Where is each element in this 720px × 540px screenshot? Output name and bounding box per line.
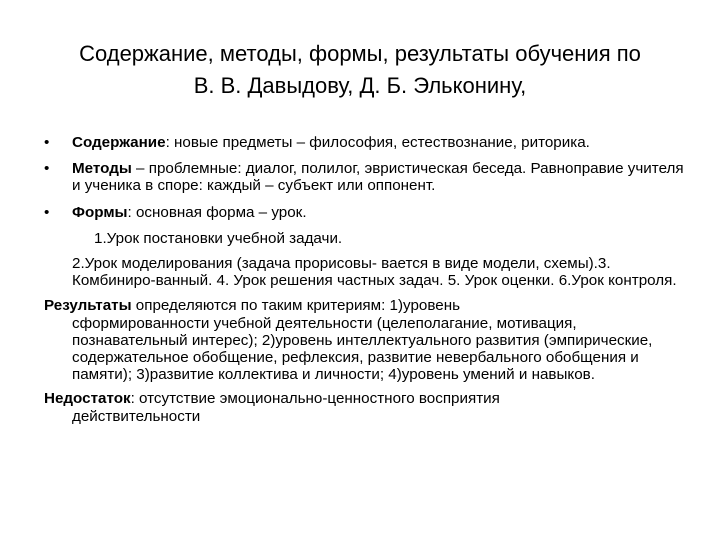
bullet-icon: • <box>44 203 50 221</box>
forms-line-1-text: 1.Урок постановки учебной задачи. <box>94 229 343 247</box>
title-line-2: В. В. Давыдову, Д. Б. Эльконину, <box>193 73 527 98</box>
bullet-content <box>44 134 684 151</box>
bullet-methods <box>44 160 684 194</box>
shortcoming-paragraph <box>44 390 684 424</box>
results-first-line: определяются по таким критериям: 1)уровень <box>131 297 460 315</box>
bullet-icon: • <box>44 160 50 178</box>
content-text: : новые предметы – философия, естествознание, риторика. <box>165 134 590 151</box>
slide-body <box>44 134 684 432</box>
forms-line-2: 2.Урок моделирования (задача прорисовы- вается в виде модели, схемы).3. Комбиниро-ванный. 4. Урок решения частных задач. 5. Урок оценки. 6.Урок контроля. <box>72 255 677 290</box>
shortcoming-label: Недостаток <box>44 390 131 408</box>
results-label: Результаты <box>44 297 132 315</box>
methods-text: – проблемные: диалог, полилог, эвристическая беседа. Равноправие учителя и ученика в споре: каждый – субъект или оппонент. <box>72 160 684 195</box>
shortcoming-first-line: : отсутствие эмоционально-ценностного восприятия <box>130 390 500 408</box>
title-line-1: Содержание, методы, формы, результаты обучения по <box>79 41 641 66</box>
results-text: сформированности учебной деятельности (целеполагание, мотивация, познавательный интерес); 2)уровень интеллектуального развития (эмпирические, содержательное обобщение, рефлексия, развитие невербального обобщения и памяти); 3)развитие коллектива и личности; 4)уровень умений и навыков. <box>72 314 653 384</box>
slide-title <box>40 38 680 102</box>
content-label: Содержание <box>72 134 166 151</box>
bullet-forms <box>44 204 684 221</box>
shortcoming-text: действительности <box>72 407 201 425</box>
forms-label: Формы <box>72 203 128 221</box>
forms-text: : основная форма – урок. <box>127 203 307 221</box>
forms-line-1 <box>44 230 684 247</box>
bullet-icon: • <box>44 134 50 151</box>
results-paragraph <box>44 297 684 383</box>
methods-label: Методы <box>72 160 132 178</box>
